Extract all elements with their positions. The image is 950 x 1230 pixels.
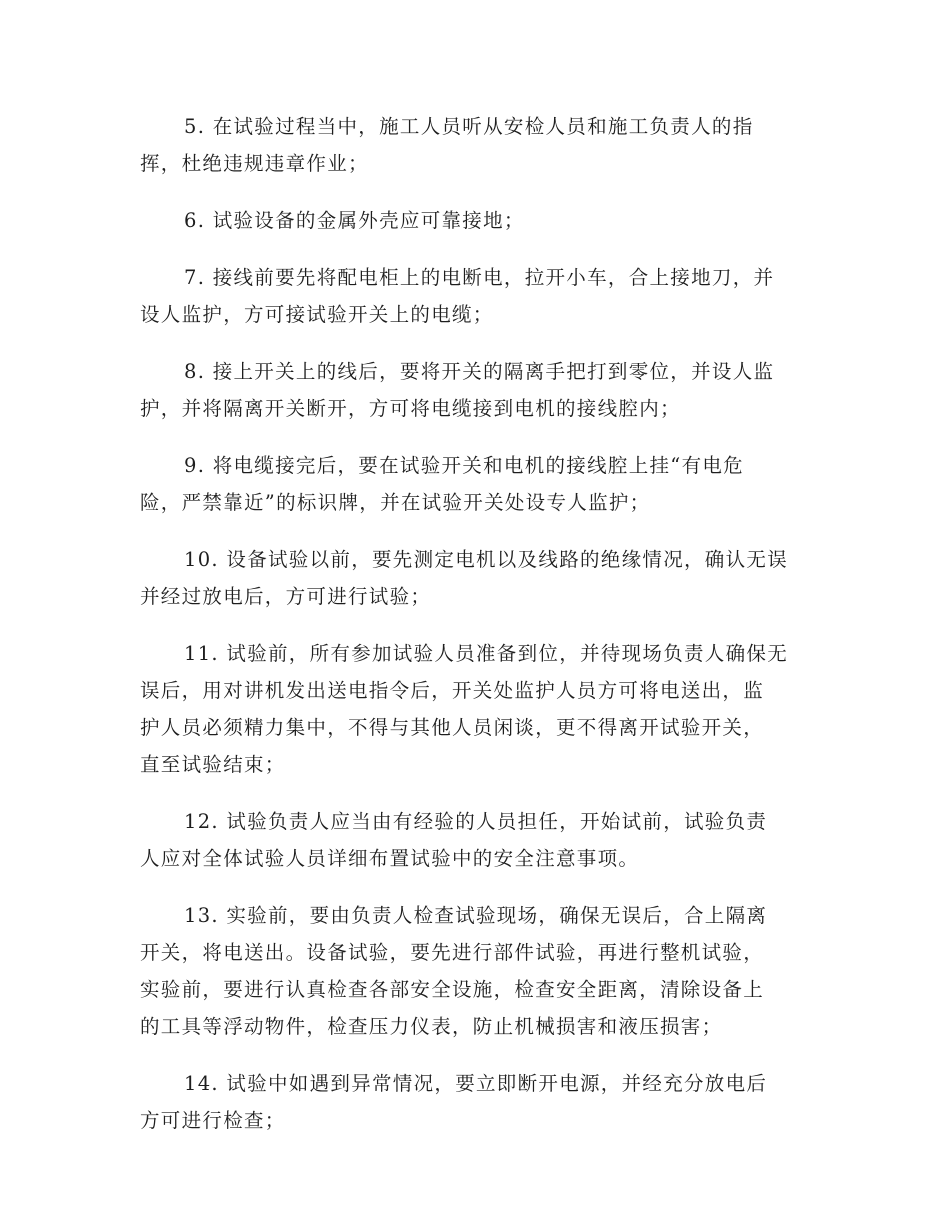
paragraph-line: 开关，将电送出。设备试验，要先进行部件试验，再进行整机试验， [140, 941, 765, 964]
paragraph-line: 护人员必须精力集中，不得与其他人员闲谈，更不得离开试验开关， [140, 716, 765, 739]
paragraph-line: 实验前，要进行认真检查各部安全设施，检查安全距离，清除设备上 [140, 978, 765, 1001]
paragraph-line: 设人监护，方可接试验开关上的电缆； [140, 303, 494, 326]
paragraph-line: 7. 接线前要先将配电柜上的电断电，拉开小车，合上接地刀，并 [184, 266, 775, 289]
document-body [140, 108, 805, 1159]
paragraph-line: 5. 在试验过程当中，施工人员听从安检人员和施工负责人的指 [184, 115, 754, 138]
paragraph-line: 10. 设备试验以前，要先测定电机以及线路的绝缘情况，确认无误 [184, 548, 789, 571]
paragraph-13 [140, 897, 805, 1045]
paragraph-5 [140, 108, 805, 182]
paragraph-line: 13. 实验前，要由负责人检查试验现场，确保无误后，合上隔离 [184, 904, 768, 927]
paragraph-line: 9. 将电缆接完后，要在试验开关和电机的接线腔上挂“有电危 [184, 454, 744, 477]
paragraph-11 [140, 635, 805, 783]
paragraph-line: 12. 试验负责人应当由有经验的人员担任，开始试前，试验负责 [184, 810, 768, 833]
paragraph-line: 挥，杜绝违规违章作业； [140, 152, 369, 175]
paragraph-10 [140, 541, 805, 615]
paragraph-line: 险，严禁靠近”的标识牌，并在试验开关处设专人监护； [140, 491, 651, 514]
paragraph-8 [140, 353, 805, 427]
paragraph-line: 方可进行检查； [140, 1109, 286, 1132]
paragraph-line: 人应对全体试验人员详细布置试验中的安全注意事项。 [140, 847, 640, 870]
paragraph-12 [140, 803, 805, 877]
paragraph-line: 误后，用对讲机发出送电指令后，开关处监护人员方可将电送出，监 [140, 679, 765, 702]
paragraph-line: 直至试验结束； [140, 753, 286, 776]
paragraph-line: 14. 试验中如遇到异常情况，要立即断开电源，并经充分放电后 [184, 1072, 768, 1095]
paragraph-line: 8. 接上开关上的线后，要将开关的隔离手把打到零位，并设人监 [184, 360, 775, 383]
paragraph-14 [140, 1065, 805, 1139]
paragraph-line: 6. 试验设备的金属外壳应可靠接地； [184, 209, 525, 232]
paragraph-9 [140, 447, 805, 521]
paragraph-line: 11. 试验前，所有参加试验人员准备到位，并待现场负责人确保无 [184, 642, 789, 665]
paragraph-line: 并经过放电后，方可进行试验； [140, 585, 432, 608]
paragraph-line: 的工具等浮动物件，检查压力仪表，防止机械损害和液压损害； [140, 1015, 723, 1038]
paragraph-line: 护，并将隔离开关断开，方可将电缆接到电机的接线腔内； [140, 397, 681, 420]
paragraph-6 [140, 202, 805, 239]
paragraph-7 [140, 259, 805, 333]
